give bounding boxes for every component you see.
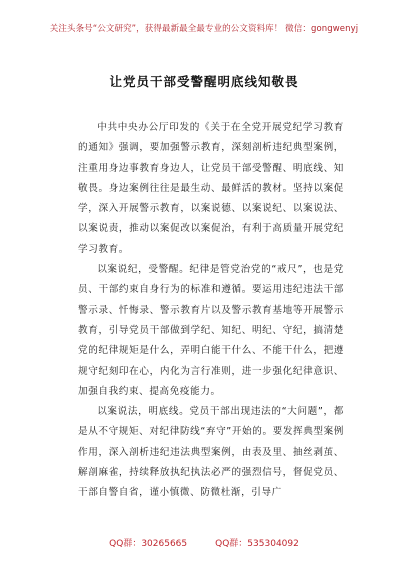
footer-qq-group-2: QQ群：535304092	[215, 539, 299, 549]
footer-contact	[0, 536, 408, 549]
document-body	[78, 118, 344, 504]
header-promo-note: 关注头条号“公文研究”，获得最新最全最专业的公文资料库！ 微信：gongwenyj	[49, 24, 359, 34]
footer-qq-group-1: QQ群：30265665	[109, 539, 188, 549]
paragraph-1: 中共中央办公厅印发的《关于在全党开展党纪学习教育的通知》强调，要加强警示教育，深刻剖析违纪典型案例，注重用身边事教育身边人，让党员干部受警醒、明底线、知敬畏。身边案例往往是最生动、最鲜活的教材。坚持以案促学，深入开展警示教育，以案说德、以案说纪、以案说法、以案说责，推动以案促改以案促治，有利于高质量开展党纪学习教育。	[78, 122, 344, 255]
document-title: 让党员干部受警醒明底线知敬畏	[109, 74, 299, 89]
paragraph-3: 以案说法，明底线。党员干部出现违法的“大问题”，都是从不守规矩、对纪律防线“弃守”开始的。要发挥典型案例作用，深入剖析违纪违法典型案例，由表及里、抽丝剥茧、解剖麻雀，持续释放执纪执法必严的强烈信号，督促党员、干部自警自省，谨小慎微、防微杜渐，引导广	[78, 406, 344, 499]
paragraph-2: 以案说纪，受警醒。纪律是管党治党的“戒尺”，也是党员、干部约束自身行为的标准和遵循。要运用违纪违法干部警示录、忏悔录、警示教育片以及警示教育基地等开展警示教育，引导党员干部做到学纪、知纪、明纪、守纪，搞清楚党的纪律规矩是什么，弄明白能干什么、不能干什么，把遵规守纪刻印在心，内化为言行准则，进一步强化纪律意识、加强自我约束、提高免疫能力。	[78, 264, 344, 397]
